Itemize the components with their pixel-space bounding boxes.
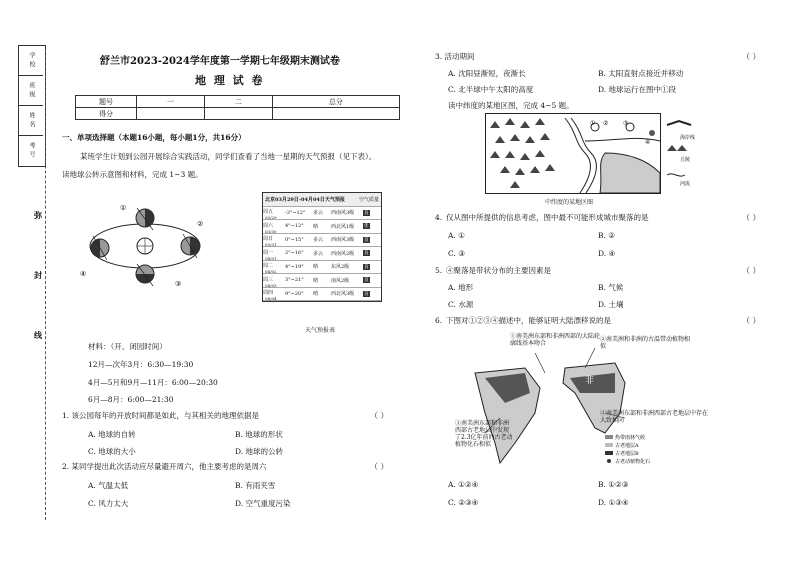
weather-wind: 西南风3级	[331, 237, 355, 244]
weather-date: 03/30	[265, 228, 277, 234]
weather-wind: 西南风3级	[331, 210, 355, 217]
option-d[interactable]: D. 地球运行在图中①段	[598, 85, 677, 94]
answer-paren[interactable]: （ ）	[742, 316, 761, 325]
score-cell[interactable]	[272, 108, 399, 120]
score-cell[interactable]	[204, 108, 272, 120]
weather-row	[263, 234, 381, 248]
binding-label-mi: 弥	[34, 210, 42, 220]
map-marker-2: ②	[603, 120, 609, 127]
weather-date: 04/01	[265, 255, 277, 261]
material-line: 6月—8月：6:00—21:30	[88, 395, 174, 404]
option-a[interactable]: A. 地球的自转	[88, 430, 136, 439]
score-cell: 总分	[272, 96, 399, 108]
aqi-badge: 良	[364, 210, 369, 216]
callout-3: ③南美洲东部和非洲西部古老地层中发现了2.3亿年前的古老动植物化石相似	[455, 420, 513, 448]
weather-date: 04/04	[265, 296, 277, 302]
orbit-label-2: ②	[197, 220, 204, 228]
callout-2: ②南美洲和非洲的古温带动植物相似	[600, 336, 691, 350]
legend-coastline: 海岸线	[680, 135, 696, 141]
binding-strip	[18, 45, 46, 167]
option-a[interactable]: A. 沈阳昼渐短，夜渐长	[448, 69, 526, 78]
binding-label-xian: 线	[34, 330, 42, 340]
weather-condition: 晴	[313, 223, 319, 230]
question-number: 2.	[62, 462, 70, 471]
option-a[interactable]: A. ①②④	[448, 480, 479, 489]
weather-temp: 4°~12°	[285, 223, 304, 230]
option-d[interactable]: D. 地球的公转	[235, 447, 284, 456]
weather-condition: 晴	[313, 291, 319, 298]
option-c[interactable]: C. ②③④	[448, 498, 479, 507]
section1-intro: 某班学生计划到公园开展综合实践活动，同学们查看了当地一星期的天气预报（见下表）。	[80, 152, 377, 161]
question-1	[62, 411, 259, 421]
weather-wind: 东风2级	[331, 264, 350, 271]
material-line: 4月—5月和9月—11月：6:00—20:30	[88, 378, 218, 387]
weather-condition: 多云	[313, 237, 324, 244]
option-d[interactable]: D. 空气重度污染	[235, 499, 291, 508]
mid-latitude-map	[485, 113, 705, 195]
map-marker-4: ④	[645, 139, 651, 146]
legend-rainforest: 热带雨林气候	[615, 435, 646, 441]
weather-day: 周五	[263, 209, 274, 216]
weather-row	[263, 247, 381, 261]
weather-temp: 9°~20°	[285, 290, 304, 297]
section1-intro2: 读地球公转示意图和材料，完成 1~3 题。	[62, 170, 203, 179]
question-number: 6.	[435, 316, 443, 325]
option-c[interactable]: C. 风力太大	[88, 499, 129, 508]
orbit-label-3: ③	[175, 280, 182, 288]
score-cell: 二	[204, 96, 272, 108]
weather-wind: 西北风1级	[331, 223, 355, 230]
weather-day: 周日	[263, 236, 274, 243]
question-stem: 仅从图中所提供的信息考虑，图中最不可能形成城市聚落的是	[446, 213, 649, 222]
map-marker-3: ③	[623, 120, 629, 127]
question-2	[62, 462, 267, 472]
material-line: 12月—次年3月：6:30—19:30	[88, 360, 194, 369]
weather-condition: 多云	[313, 250, 324, 257]
field-class: 班级	[19, 76, 43, 106]
field-school: 学校	[19, 46, 43, 76]
binding-line	[45, 50, 46, 520]
weather-day: 周四	[263, 290, 274, 297]
legend-fossil: 古老动植物化石	[615, 459, 651, 465]
weather-forecast-table	[262, 192, 382, 302]
weather-wind: 南风2级	[331, 277, 350, 284]
weather-date: 03/31	[265, 242, 277, 248]
answer-paren[interactable]: （ ）	[742, 52, 761, 61]
orbit-label-4: ④	[80, 270, 87, 278]
option-c[interactable]: C. 地球的大小	[88, 447, 136, 456]
option-c[interactable]: C. 北半球中午太阳的高度	[448, 85, 534, 94]
option-c[interactable]: C. 水源	[448, 300, 474, 309]
weather-row	[263, 207, 381, 221]
field-id: 考号	[28, 141, 35, 160]
weather-aqi-label: 空气质量	[358, 196, 379, 203]
option-d[interactable]: D. ①③④	[598, 498, 629, 507]
weather-condition: 晴	[313, 264, 319, 271]
question-stem: 该公园每年的开放时间都是如此，与其相关的地理依据是	[71, 411, 260, 420]
legend-stratum-a: 古老地层A	[615, 443, 639, 449]
score-cell: 得分	[76, 108, 137, 120]
field-name: 姓名	[19, 106, 43, 136]
weather-wind: 西北风3级	[331, 291, 355, 298]
weather-temp: -3°~12°	[285, 209, 306, 216]
drift-label: 非	[585, 376, 595, 386]
weather-condition: 多云	[313, 210, 324, 217]
aqi-badge: 良	[364, 278, 369, 284]
legend-river: 河流	[680, 181, 691, 187]
weather-day: 周一	[263, 249, 274, 256]
weather-date: 04/02	[265, 269, 277, 275]
weather-row	[263, 220, 381, 234]
answer-paren[interactable]: （ ）	[370, 411, 389, 420]
score-cell[interactable]	[137, 108, 205, 120]
option-d[interactable]: D. ④	[598, 249, 616, 258]
question-number: 5.	[435, 266, 443, 275]
legend-stratum-b: 古老地层B	[615, 451, 639, 457]
answer-paren[interactable]: （ ）	[742, 213, 761, 222]
question-stem: 活动期间	[444, 52, 475, 61]
aqi-badge: 良	[364, 264, 369, 270]
weather-wind: 西南风2级	[331, 250, 355, 257]
question-stem: 某同学提出此次活动应尽量避开周六，他主要考虑的是周六	[71, 462, 267, 471]
weather-caption: 天气预报表	[305, 327, 336, 334]
continental-drift-figure	[455, 333, 685, 473]
earth-orbit-diagram	[75, 188, 215, 298]
map-caption: 中纬度的某地区图	[545, 199, 594, 206]
weather-row	[263, 288, 381, 302]
weather-temp: 2°~16°	[285, 250, 304, 257]
weather-day: 周二	[263, 263, 274, 270]
question-3	[435, 52, 475, 62]
option-a[interactable]: A. ①	[448, 231, 465, 240]
material-label: 材料：（开、闭园时间）	[88, 342, 167, 351]
option-b[interactable]: B. 气候	[598, 283, 624, 292]
option-a[interactable]: A. 地形	[448, 283, 474, 292]
answer-paren[interactable]: （ ）	[742, 266, 761, 275]
score-cell: 题号	[76, 96, 137, 108]
map-intro: 读中纬度的某地区图，完成 4~5 题。	[448, 101, 574, 110]
callout-1: ①南美洲东部和非洲西部的大陆轮廓线基本吻合	[510, 333, 601, 347]
weather-date: 04/03	[265, 282, 277, 288]
weather-row	[263, 261, 381, 275]
option-c[interactable]: C. ③	[448, 249, 465, 258]
option-a[interactable]: A. 气温太低	[88, 481, 129, 490]
question-number: 4.	[435, 213, 443, 222]
option-b[interactable]: B. 太阳直射点接近并移动	[598, 69, 684, 78]
question-stem: ④聚落是带状分布的主要因素是	[446, 266, 551, 275]
weather-temp: 3°~21°	[285, 277, 304, 284]
map-marker-1: ①	[590, 120, 596, 127]
subject-title: 地 理 试 卷	[195, 74, 265, 87]
callout-4: ④南美洲东部和非洲西部古老地层中存在大致相同	[600, 410, 709, 424]
question-stem: 下图对①②③④描述中，能够证明大陆漂移说的是	[446, 316, 611, 325]
option-b[interactable]: B. ②	[598, 231, 616, 240]
question-number: 1.	[62, 411, 70, 420]
weather-temp: 4°~19°	[285, 263, 304, 270]
option-b[interactable]: B. 地球的形状	[235, 430, 283, 439]
weather-temp: 0°~15°	[285, 236, 304, 243]
weather-condition: 晴	[313, 277, 319, 284]
section1-heading: 一、单项选择题（本题16小题，每小题1分，共16分）	[62, 133, 246, 142]
weather-day: 周三	[263, 276, 274, 283]
option-b[interactable]: B. ①②③	[598, 480, 629, 489]
exam-title: 舒兰市2023-2024学年度第一学期七年级期末测试卷	[100, 56, 340, 67]
answer-paren[interactable]: （ ）	[370, 462, 389, 471]
binding-label-feng: 封	[34, 270, 42, 280]
weather-row	[263, 274, 381, 288]
weather-header: 北京03月29日-04月04日天气预报	[265, 196, 345, 203]
option-d[interactable]: D. 土壤	[598, 300, 624, 309]
aqi-badge: 优	[364, 224, 369, 230]
aqi-badge: 良	[364, 237, 369, 243]
option-b[interactable]: B. 有雨夹雪	[235, 481, 276, 490]
weather-day: 周六	[263, 222, 274, 229]
aqi-badge: 良	[364, 251, 369, 257]
question-number: 3.	[435, 52, 443, 61]
score-cell: 一	[137, 96, 205, 108]
aqi-badge: 良	[364, 291, 369, 297]
orbit-label-1: ①	[120, 204, 127, 212]
score-table	[75, 95, 400, 120]
legend-hills: 丘陵	[680, 157, 691, 163]
weather-date: 03/29	[265, 215, 277, 221]
